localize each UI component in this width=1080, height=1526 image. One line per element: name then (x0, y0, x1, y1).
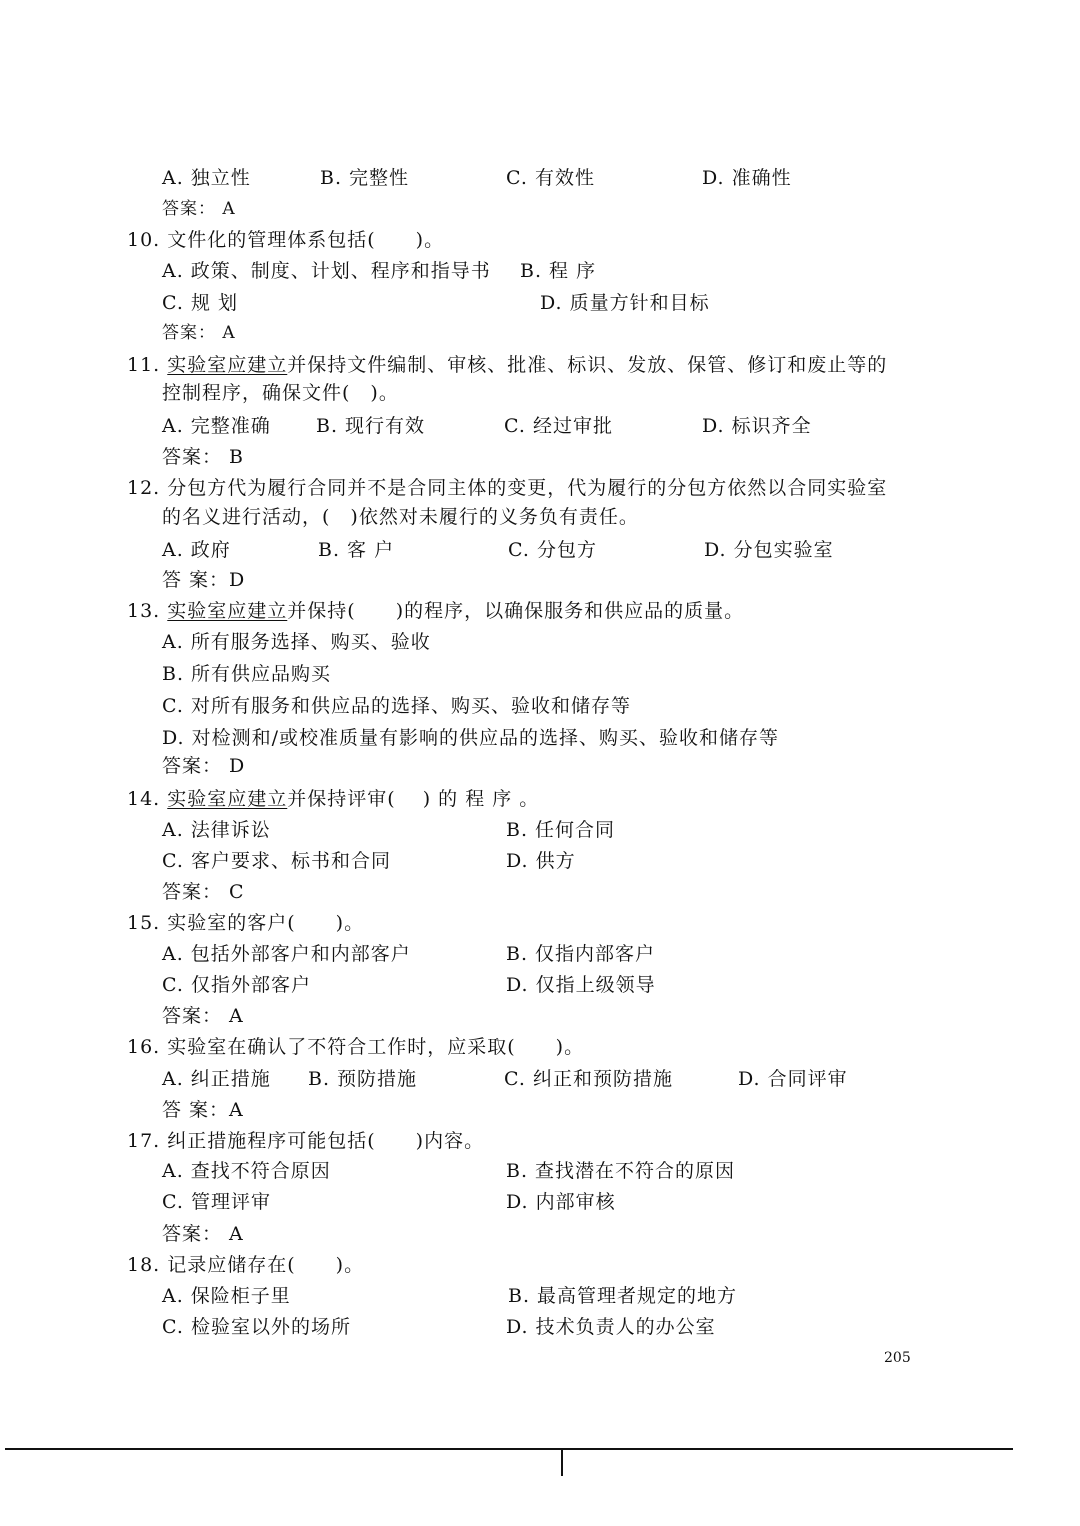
q12-stem-line1: 12. 分包方代为履行合同并不是合同主体的变更，代为履行的分包方依然以合同实验室 (127, 477, 888, 499)
q13-option-a: A. 所有服务选择、购买、验收 (162, 631, 431, 653)
q18-stem: 18. 记录应储存在( )。 (127, 1254, 365, 1276)
q11-option-c: C. 经过审批 (504, 415, 613, 437)
q9-option-b: B. 完整性 (320, 167, 410, 189)
q16-option-b: B. 预防措施 (308, 1068, 418, 1090)
q12-option-c: C. 分包方 (508, 539, 597, 561)
q10-answer: 答案： A (162, 323, 236, 343)
q15-option-c: C. 仅指外部客户 (162, 974, 311, 996)
q9-answer: 答案： A (162, 199, 236, 219)
q11-stem-rest: 并保持文件编制、审核、批准、标识、发放、保管、修订和废止等的 (287, 354, 888, 376)
q17-answer: 答案： A (162, 1223, 244, 1245)
q17-option-c: C. 管理评审 (162, 1191, 271, 1213)
q10-option-a: A. 政策、制度、计划、程序和指导书 (162, 260, 491, 282)
q16-option-d: D. 合同评审 (738, 1068, 848, 1090)
q12-option-d: D. 分包实验室 (704, 539, 834, 561)
q12-stem-line2: 的名义进行活动，( )依然对未履行的义务负有责任。 (162, 506, 639, 528)
q17-option-b: B. 查找潜在不符合的原因 (506, 1160, 736, 1182)
q13-stem (127, 599, 744, 623)
q13-underlined-text: 实验室应建立 (167, 600, 288, 622)
q14-stem-rest: 并保持评审( ) 的 程 序 。 (287, 788, 540, 810)
q9-option-a: A. 独立性 (162, 167, 251, 189)
q15-stem: 15. 实验室的客户( )。 (127, 912, 365, 934)
q13-option-c: C. 对所有服务和供应品的选择、购买、验收和储存等 (162, 695, 631, 717)
q11-answer: 答案： B (162, 446, 245, 468)
q11-stem (127, 353, 887, 377)
q15-answer: 答案： A (162, 1005, 244, 1027)
q9-option-d: D. 准确性 (702, 167, 792, 189)
q18-option-d: D. 技术负责人的办公室 (506, 1316, 716, 1338)
q16-stem: 16. 实验室在确认了不符合工作时，应采取( )。 (127, 1036, 585, 1058)
q15-option-b: B. 仅指内部客户 (506, 943, 656, 965)
q14-option-d: D. 供方 (506, 850, 576, 872)
q12-answer: 答 案：D (162, 569, 246, 591)
q10-option-d: D. 质量方针和目标 (540, 292, 710, 314)
q16-option-a: A. 纠正措施 (162, 1068, 271, 1090)
q14-underlined-text: 实验室应建立 (167, 788, 288, 810)
q14-answer: 答案： C (162, 881, 245, 903)
q13-number: 13. (127, 600, 161, 622)
q18-option-c: C. 检验室以外的场所 (162, 1316, 351, 1338)
q10-stem: 10. 文件化的管理体系包括( )。 (127, 229, 445, 251)
q11-option-a: A. 完整准确 (162, 415, 271, 437)
q11-option-b: B. 现行有效 (316, 415, 426, 437)
q16-option-c: C. 纠正和预防措施 (504, 1068, 673, 1090)
q13-stem-rest: 并保持( )的程序，以确保服务和供应品的质量。 (287, 600, 745, 622)
q14-option-c: C. 客户要求、标书和合同 (162, 850, 391, 872)
q17-option-a: A. 查找不符合原因 (162, 1160, 331, 1182)
q11-underlined-text: 实验室应建立 (167, 354, 288, 376)
q18-option-b: B. 最高管理者规定的地方 (508, 1285, 738, 1307)
q14-option-b: B. 任何合同 (506, 819, 616, 841)
q10-option-c: C. 规 划 (162, 292, 238, 314)
q11-stem-line2: 控制程序，确保文件( )。 (162, 382, 399, 404)
q13-option-d: D. 对检测和/或校准质量有影响的供应品的选择、购买、验收和储存等 (162, 727, 780, 749)
q15-option-d: D. 仅指上级领导 (506, 974, 656, 996)
q14-stem (127, 787, 539, 811)
footer-rule (5, 1448, 1013, 1450)
q14-option-a: A. 法律诉讼 (162, 819, 271, 841)
q13-answer: 答案： D (162, 755, 246, 777)
q13-option-b: B. 所有供应品购买 (162, 663, 332, 685)
q18-option-a: A. 保险柜子里 (162, 1285, 291, 1307)
q17-stem: 17. 纠正措施程序可能包括( )内容。 (127, 1130, 485, 1152)
q9-option-c: C. 有效性 (506, 167, 595, 189)
page-number: 205 (884, 1350, 911, 1366)
q11-option-d: D. 标识齐全 (702, 415, 812, 437)
q17-option-d: D. 内部审核 (506, 1191, 616, 1213)
q12-option-b: B. 客 户 (318, 539, 395, 561)
footer-center-tick (561, 1448, 563, 1476)
q15-option-a: A. 包括外部客户和内部客户 (162, 943, 411, 965)
q12-option-a: A. 政府 (162, 539, 231, 561)
q14-number: 14. (127, 788, 161, 810)
q10-option-b: B. 程 序 (520, 260, 597, 282)
q11-number: 11. (127, 354, 161, 376)
q16-answer: 答 案：A (162, 1099, 244, 1121)
